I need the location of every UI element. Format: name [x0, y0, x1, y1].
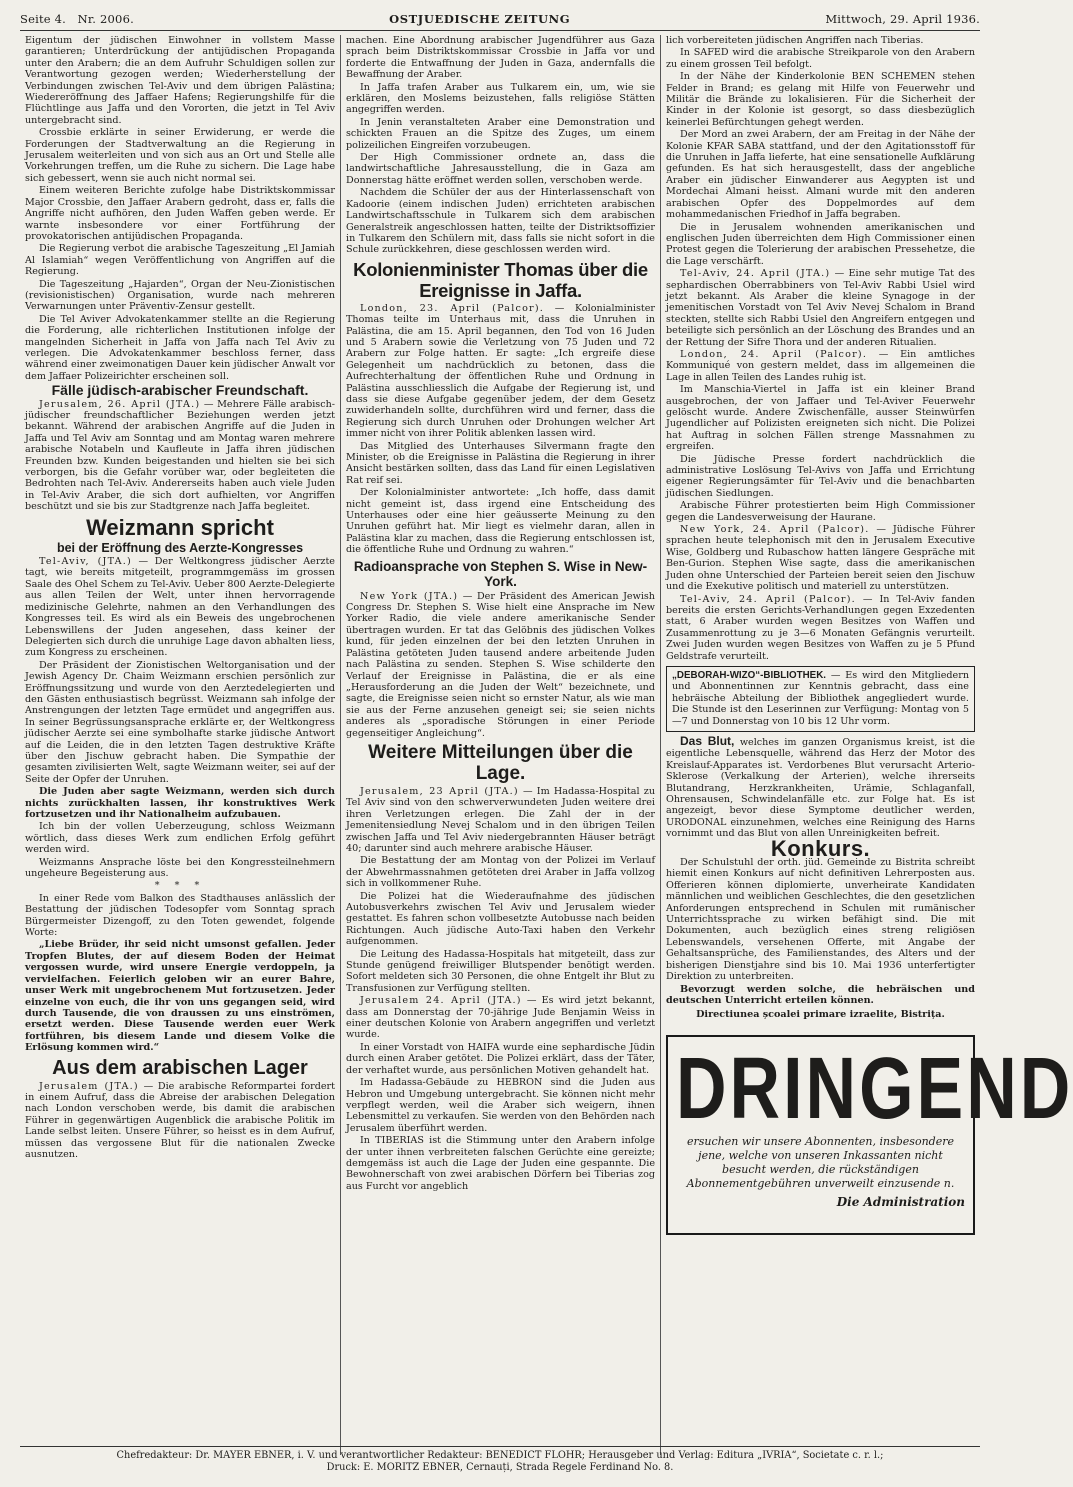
- paragraph: Nachdem die Schüler der aus der Hinterlassenschaft von Kadoorie (einem indischen Juden) errichteten arabischen Landwirtschaftsschule in Tulkarem sich dem arabischen Generalstreik angeschlossen hatten, teilte der Distriktsoffizier in Tulkarem den Schülern mit, dass falls sie nicht sofort in die Schule zurückkehren, diese geschlossen werden wird.: [346, 187, 655, 256]
- headline-weitere-mitteilungen: Weitere Mitteilungen über die Lage.: [368, 741, 633, 784]
- paragraph: [672, 670, 969, 727]
- paragraph: Der High Commissioner ordnete an, dass die landwirtschaftliche Jahresausstellung, die in Gaza am Donnerstag hätte eröffnet werden sollen, verschoben werde.: [346, 152, 655, 186]
- paragraph-text: — Die arabische Reformpartei fordert in einem Aufruf, dass die Abreise der arabischen Delegation nach London verschoben werde, bis damit die arabischen Führer in gegenwärtigen Augenblick die arabische Politik im Lande selbst leiten. Unsere Führer, so heisst es in dem Aufruf, müssen das vergossene Blut für die nationalen Zwecke ausnutzen.: [25, 1080, 335, 1160]
- paragraph: Die Polizei hat die Wiederaufnahme des jüdischen Autobusverkehrs zwischen Tel Aviv und Jerusalem wieder gestattet. Es fahren schon vollbesetzte Autobusse nach beiden Richtungen. Auch jüdische Auto-Taxi haben den Verkehr aufgenommen.: [346, 890, 655, 948]
- dateline: Jerusalem 24. April (JTA.): [360, 995, 522, 1007]
- dateline: Jerusalem, 23 April (JTA.): [360, 785, 519, 797]
- page-number-issue: [20, 12, 134, 26]
- issue-date: Mittwoch, 29. April 1936.: [825, 12, 980, 26]
- paragraph: Im Hadassa-Gebäude zu HEBRON sind die Juden aus Hebron und Umgebung untergebracht. Sie können nicht mehr verpflegt werden, weil die Araber sich weigern, ihnen Lebensmittel zu verkaufen. Sie werden von den Behörden nach Jerusalem überführt werden.: [346, 1077, 655, 1134]
- paragraph: Die Bestattung der am Montag von der Polizei im Verlauf der Abwehrmassnahmen getöteten drei Araber in Jaffa vollzog sich in vollkommener Ruhe.: [346, 855, 655, 890]
- paragraph: Der Kolonialminister antwortete: „Ich hoffe, dass damit nicht gemeint ist, dass irgend eine Entscheidung des Unterhauses oder eine hier geäusserte Meinung zu den Unruhen geführt hat. Mir liegt es vielmehr daran, allen in Palästina klar zu machen, dass die Regierung entschlossen ist, die öffentliche Ruhe und Ordnung zu wahren.“: [346, 487, 655, 556]
- dateline: London, 24. April (Palcor).: [680, 348, 868, 360]
- dateline: Tel-Aviv, 24. April (JTA.): [680, 268, 831, 280]
- paragraph: Die in Jerusalem wohnenden amerikanischen und englischen Juden überreichten dem High Commissioner einen Protest gegen die Tolerierung der arabischen Pressehetze, die die Lage verschärft.: [666, 221, 975, 267]
- paragraph-text: — Kolonialminister Thomas teilte im Unterhaus mit, dass die Unruhen in Palästina, die am 15. April begannen, den Tod von 16 Juden und 5 Arabern sowie die Verletzung von 75 Juden und 72 Arabern zur Folge hatten. Er sagte: „Ich ergreife diese Gelegenheit um nachdrücklich zu betonen, dass die Aufrechterhaltung der öffentlichen Ruhe und Ordnung in Palästina ausschliesslich die Aufgabe der Regierung ist, und dass sie diese Aufgabe gegenüber jedem, der dem Gesetz zuwiderhandeln sollte, durchführen wird und ferner, dass die Regierung sich durch Unruhen oder Drohungen welcher Art immer nicht von ihrer Politik ablenken lassen wird.: [346, 302, 655, 440]
- paragraph: Im Manschia-Viertel in Jaffa ist ein kleiner Brand ausgebrochen, der von Jaffaer und Tel-Aviver Feuerwehr gelöscht wurde. Andere Zwischenfälle, ausser Steinwürfen Jugendlicher auf Polizisten ereigneten sich nicht. Die Polizei hat Auftrag in solchen Fällen strenge Massnahmen zu ergreifen.: [666, 384, 975, 453]
- dateline: Tel-Aviv, (JTA.): [39, 556, 132, 568]
- dateline: Jerusalem (JTA.): [39, 1080, 139, 1092]
- headline-weizmann: Weizmann spricht: [86, 514, 274, 540]
- column-1: [20, 35, 340, 1455]
- paragraph: In SAFED wird die arabische Streikparole von den Arabern zu einem grossen Teil befolgt.: [666, 47, 975, 70]
- paragraph-bold: Bevorzugt werden solche, die hebräischen und deutschen Unterricht erteilen können.: [666, 983, 975, 1006]
- paragraph: [25, 556, 335, 659]
- page-header: [20, 12, 980, 31]
- paragraph: In einer Vorstadt von HAIFA wurde eine sephardische Jüdin durch einen Araber getötet. Die Polizei erklärt, dass der Täter, der verhaftet wurde, aus persönlichen Motiven gehandelt hat.: [346, 1041, 655, 1076]
- paper-title: OSTJUEDISCHE ZEITUNG: [389, 12, 571, 26]
- bibliothek-title: „DEBORAH-WIZO“-BIBLIOTHEK.: [672, 669, 827, 681]
- headline-konkurs: Konkurs.: [770, 835, 871, 861]
- quote-dizengoff: „Liebe Brüder, ihr seid nicht umsonst gefallen. Jeder Tropfen Blutes, der auf diesem Boden der Heimat vergossen wurde, wird unsere Energie verdoppeln, ja vervielfachen. Feierlich geloben wir an eurer Bahre, unser Werk mit ungebrochenem Mut fortzusetzen. Jeder einzelne von euch, die ihr von uns gegangen seid, wird durch Tausende, die von draussen zu uns einströmen, ersetzt werden. Diese Tausende werden euer Werk fortführen, bis diesem Lande und diesem Volke die Erlösung kommen wird.“: [25, 939, 335, 1054]
- paragraph: [346, 303, 655, 440]
- paragraph: Die Jüdische Presse fordert nachdrücklich die administrative Loslösung Tel-Avivs von Jaffa und Errichtung eigener Regierungsämter für Tel-Aviv und die benachbarten jüdischen Siedlungen.: [666, 453, 975, 499]
- headline-arabisches-lager: Aus dem arabischen Lager: [52, 1056, 308, 1079]
- dringend-text: ersuchen wir unsere Abonnenten, insbesondere jene, welche von unseren Inkassanten nicht besucht werden, die rückständigen Abonnementgebühren unverweilt einzusende n.: [686, 1134, 955, 1190]
- dateline: Tel-Aviv, 24. April (Palcor).: [680, 593, 856, 605]
- paragraph: Die Leitung des Hadassa-Hospitals hat mitgeteilt, dass zur Stunde genügend freiwilliger Blutspender benötigt werden. Sofort meldeten sich 30 Personen, die ohne Entgelt ihr Blut zu Transfusionen zur Verfügung stellten.: [346, 948, 655, 994]
- imprint-line-2: Druck: E. MORITZ EBNER, Cernauți, Strada Regele Ferdinand No. 8.: [326, 1462, 674, 1473]
- imprint-footer: [20, 1446, 980, 1474]
- konkurs-signature: Directiunea școalei primare izraelite, Bistrița.: [696, 1009, 945, 1021]
- paragraph: Einem weiteren Berichte zufolge habe Distriktskommissar Major Crossbie, den Jaffaer Arabern gedroht, dass er, falls die Angriffe nicht aufhören, den Juden Waffen geben werde. Er warnte insbesondere vor einer Fortführung der provokatorischen antijüdischen Propaganda.: [25, 185, 335, 242]
- dringend-ad-box: [666, 1035, 1073, 1235]
- paragraph: [346, 786, 655, 854]
- paragraph: [666, 594, 975, 662]
- section-divider: * * *: [154, 880, 206, 892]
- paragraph: In Jaffa trafen Araber aus Tulkarem ein, um, wie sie erklären, den Moslems beizustehen, falls religiöse Stätten angegriffen werden.: [346, 81, 655, 116]
- dateline: Jerusalem, 26. April (JTA.): [39, 398, 201, 410]
- paragraph: Eigentum der jüdischen Einwohner in vollstem Masse garantieren; Unterdrückung der antijüdischen Propaganda unter den Arabern; die an dem Aufruhr Schuldigen sollen zur Verantwortung gezogen werden; Wiederherstellung der Verbindungen zwischen Tel-Aviv und dem übrigen Palästina; Wiedereröffnung des Jaffaer Hafens; Regierungshilfe für die Flüchtlinge aus Jaffa und den Vororten, die jetzt in Tel Aviv untergebracht sind.: [25, 35, 335, 126]
- paragraph-text: — Eine sehr mutige Tat des sephardischen Oberrabbiners von Tel-Aviv Rabbi Usiel wird jetzt bekannt. Als Araber die kleine Synagoge in der jemenitischen Vorstadt von Tel Aviv Nevej Schalom in Brand steckten, stellte sich Rabbi Usiel den Angreifern entgegen und beteiligte sich persönlich an der Löschung des Brandes und an der Rettung der Sifre Thora und der anderen Ritualien.: [666, 268, 975, 348]
- paragraph: Weizmanns Ansprache löste bei den Kongressteilnehmern ungeheure Begeisterung aus.: [25, 856, 335, 880]
- dateline: New York, 24. April (Palcor).: [680, 524, 870, 536]
- headline-freundschaft: Fälle jüdisch-arabischer Freundschaft.: [51, 382, 309, 399]
- paragraph: [25, 399, 335, 513]
- issue-number: Nr. 2006.: [77, 12, 134, 26]
- paragraph: In Jenin veranstalteten Araber eine Demonstration und schickten Frauen an die Spitze des Zuges, um einem polizeilichen Eingreifen vorzubeugen.: [346, 116, 655, 151]
- paragraph-text: — In Tel-Aviv fanden bereits die ersten Gerichts-Verhandlungen gegen Exzedenten statt, 6 Araber wurden wegen Besitzes von Waffen und Zusammenrottung zu je 3—6 Monaten Gefängnis verurteilt. Zwei Juden wurden wegen Besitzes von Waffen zu je 5 Pfund Geldstrafe verurteilt.: [666, 593, 975, 662]
- column-3: [660, 35, 1073, 1455]
- bibliothek-text: — Es wird den Mitgliedern und Abonnentinnen zur Kenntnis gebracht, dass eine hebräische Abteilung der Bibliothek angegliedert wurde. Die Stunde ist den Leserinnen zur Verfügung: Montag von 5—7 und Donnerstag von 10 bis 12 Uhr vorm.: [672, 669, 969, 727]
- paragraph: [666, 349, 975, 383]
- paragraph: [666, 524, 975, 592]
- paragraph-text: — Ein amtliches Kommuniqué von gestern meldet, dass im allgemeinen die Lage in allen Teilen des Landes ruhig ist.: [666, 348, 975, 383]
- paragraph-text: — Im Hadassa-Hospital zu Tel Aviv sind von den schwerverwundeten Juden weitere drei ihren Verletzungen erlegen. Die Zahl der in der Jemenitensiedlung Nevej Schalom und in den übrigen Teilen zwischen Jaffa und Tel Aviv niedergebrannten Häuser beträgt 40; darunter sind auch mehrere arabische Häuser.: [346, 785, 655, 854]
- paragraph: In der Nähe der Kinderkolonie BEN SCHEMEN stehen Felder in Brand; es gelang mit Hilfe von Feuerwehr und Militär die Brände zu lokalisieren. Für die Sicherheit der Kinder in der Kolonie ist gesorgt, so dass diesbezüglich keinerlei Befürchtungen gehegt werden.: [666, 71, 975, 128]
- paragraph: Der Schulstuhl der orth. jüd. Gemeinde zu Bistrita schreibt hiemit einen Konkurs auf nicht definitiven Lehrerposten aus. Offerieren können diplomierte, unverheirate Kandidaten männlichen und weiblichen Geschlechtes, die den gesetzlichen Anforderungen entsprechend in Schulen mit rumänischer Unterrichtssprache zu wirken befähigt sind. Die mit Dokumenten, auch bezüglich eines streng religiösen Lebenswandels, versehenen Offerte, mit Angabe der Gehaltsansprüche, des Familienstandes, des Alters und der bisherigen Dienstjahre sind bis 10. Mai 1936 unterfertigter Direktion zu unterbreiten.: [666, 857, 975, 983]
- page-number: Seite 4.: [20, 12, 67, 26]
- paragraph: In TIBERIAS ist die Stimmung unter den Arabern infolge der unter ihnen verbreiteten falschen Gerüchte eine gereizte; demgemäss ist auch die Lage der Juden eine gespannte. Die Bewohnerschaft von zwei arabischen Dörfern bei Tiberias zog aus Furcht vor angeblich: [346, 1135, 655, 1192]
- bibliothek-notice-box: [666, 666, 975, 732]
- paragraph: Die Tageszeitung „Hajarden“, Organ der Neu-Zionistischen (revisionistischen) Organisation, wurde nach mehreren Verwarnungen unter Präventiv-Zensur gestellt.: [25, 278, 335, 313]
- paragraph: [25, 1081, 335, 1161]
- subheadline-weizmann: bei der Eröffnung des Aerzte-Kongresses: [56, 540, 304, 555]
- headline-kolonienminister: Kolonienminister Thomas über die Ereignisse in Jaffa.: [353, 258, 648, 301]
- paragraph: machen. Eine Abordnung arabischer Jugendführer aus Gaza sprach beim Distriktskommissar Crossbie in Jaffa vor und forderte die Entwaffnung der Juden in Gaza, andernfalls die Bewaffnung der Araber.: [346, 35, 655, 81]
- dateline: London, 23. April (Palcor).: [360, 302, 545, 314]
- paragraph: Der Präsident der Zionistischen Weltorganisation und der Jewish Agency Dr. Chaim Weizmann erschien persönlich zur Eröffnungssitzung und wurde von den Aerztedelegierten und den Gästen enthusiastisch begrüsst. Weizmann sah infolge der Anstrengungen der letzten Tage ermüdet und angegriffen aus. In seiner Begrüssungsansprache erklärte er, der Weltkongress jüdischer Aerzte sei eine symbolhafte starke jüdische Antwort auf die Leiden, die in den letzten Tagen destruktive Kräfte über den Jischuw gebracht haben. Die Sympathie der gesamten zivilisierten Welt, sagte Weizmann weiter, sei auf der Seite der Opfer der Unruhen.: [25, 659, 335, 785]
- paragraph: Crossbie erklärte in seiner Erwiderung, er werde die Forderungen der Stadtverwaltung an die Regierung in Jerusalem weiterleiten und von sich aus an Ort und Stelle alle Vorkehrungen treffen, um die Ruhe zu sichern. Die Lage habe sich gebessert, wenn sie auch nicht normal sei.: [25, 127, 335, 184]
- paragraph: Die Regierung verbot die arabische Tageszeitung „El Jamiah Al Islamiah“ wegen Veröffentlichung von Angriffen auf die Regierung.: [25, 243, 335, 278]
- urodonal-ad-lead: Das Blut,: [680, 733, 735, 748]
- paragraph-text: — Der Weltkongress jüdischer Aerzte tagt, wie bereits mitgeteilt, programmgemäss im grossen Saale des Ohel Schem zu Tel-Aviv. Ueber 800 Aerzte-Delegierte aus allen Teilen der Welt, unter ihnen hervorragende medizinische Gelehrte, nahmen an den Verhandlungen des Kongresses teil. Es wird als ein Beweis des ungebrochenen Lebenswillens der Juden angesehen, dass keiner der Delegierten sich durch die unruhige Lage davon abhalten liess, zum Kongress zu erscheinen.: [25, 556, 335, 659]
- imprint-line-1: Chefredakteur: Dr. MAYER EBNER, i. V. und verantwortlicher Redakteur: BENEDICT FLOHR; Herausgeber und Verlag: Editura „IVRIA“, Societate c. r. l.;: [116, 1450, 884, 1461]
- paragraph-text: — Jüdische Führer sprachen heute telephonisch mit den in Jerusalem Executive Wise, Goldberg und Rubaschow hatten längere Gespräche mit Ben-Gurion. Stephen Wise sagte, dass die amerikanischen Juden ohne Unterschied der Parteien bereit seien den Jischuw und die Exekutive politisch und materiell zu unterstützen.: [666, 524, 976, 593]
- paragraph: Ich bin der vollen Ueberzeugung, schloss Weizmann wörtlich, dass dieses Werk zum endlichen Erfolg geführt werden wird.: [25, 821, 335, 856]
- paragraph: Die Tel Aviver Advokatenkammer stellte an die Regierung die Forderung, alle richterlichen Institutionen infolge der mangelnden Sicherheit in Jaffa von Jaffa nach Tel Aviv zu verlegen. Die Advokatenkammer beschloss ferner, dass während einer zweimonatigen Dauer kein jüdischer Anwalt vor dem Jaffaer Polizeirichter erscheinen soll.: [25, 313, 335, 382]
- paragraph-bold: Die Juden aber sagte Weizmann, werden sich durch nichts zurückhalten lassen, ihr konstruktives Werk fortzusetzen und ihr Nationalheim aufzubauen.: [25, 786, 335, 820]
- paragraph: Das Mitglied des Unterhauses Silvermann fragte den Minister, ob die Ereignisse in Palästina die Regierung in ihrer Ansicht bestärken sollten, dass das Land für einen Legislativen Rat reif sei.: [346, 440, 655, 486]
- paragraph: Arabische Führer protestierten beim High Commissioner gegen die Landesverweisung der Haurane.: [666, 500, 975, 523]
- paragraph: lich vorbereiteten jüdischen Angriffen nach Tiberias.: [666, 35, 924, 46]
- headline-radioansprache: Radioansprache von Stephen S. Wise in New-York.: [353, 558, 648, 589]
- dringend-signature: Die Administration: [836, 1194, 965, 1209]
- columns: [20, 35, 1073, 1455]
- paragraph: [346, 995, 655, 1041]
- paragraph: [346, 591, 655, 739]
- paragraph: [666, 268, 975, 348]
- column-2: [340, 35, 660, 1455]
- dringend-headline: DRINGEND: [676, 1038, 1073, 1137]
- urodonal-ad-text: welches im ganzen Organismus kreist, ist die eigentliche Lebensquelle, während das Herz der Motor des Kreislauf-Apparates ist. Verdorbenes Blut verursacht Arterio-Sklerose (Verkalkung der Arterien), welche ihrerseits Blutandrang, Herzkrankheiten, Urämie, Schlaganfall, Ohrensausen, Schwindelanfälle etc. zur Folge hat. Es ist angezeigt, bevor diese Symptome deutlicher werden, URODONAL einzunehmen, welches eine Reinigung des Harns vornimmt und das Blut von allen Unreinigkeiten befreit.: [666, 736, 975, 840]
- paragraph: Der Mord an zwei Arabern, der am Freitag in der Nähe der Kolonie KFAR SABA stattfand, und der den Agitationsstoff für die Unruhen in Jaffa lieferte, hat eine sensationelle Aufklärung gefunden. Es hat sich herausgestellt, dass der angebliche Araber ein jüdischer Einwanderer aus Aegypten ist und Mordechai Almani heisst. Almani wurde mit den anderen arabischen Opfer des Doppelmordes auf dem mohammedanischen Friedhof in Jaffa begraben.: [666, 129, 975, 221]
- urodonal-ad: [666, 733, 975, 840]
- paragraph-text: — Der Präsident des American Jewish Congress Dr. Stephen S. Wise hielt eine Ansprache im New Yorker Radio, die viele andere amerikanische Sender übertragen wurden. Er tat das Gelöbnis des jüdischen Volkes kund, für jeden einzelnen der bei den letzten Unruhen in Palästina getöteten Juden tausend andere arbeitende Juden nach Palästina zu senden. Stephen S. Wise schilderte den Verlauf der Ereignisse in Palästina, die er als eine „Herausforderung an die Juden der Welt“ bezeichnete, und sagte, die Ereignisse seien nicht so ernster Natur, als wie man sie aus der Ferne anzusehen geneigt sei; sie seien nichts anderes als „sporadische Störungen in einer Periode gegenseitiger Angleichung“.: [346, 590, 655, 739]
- paragraph-text: — Mehrere Fälle arabisch-jüdischer freundschaftlicher Beziehungen werden jetzt bekannt. Während der arabischen Angriffe auf die Juden in Jaffa und Tel Aviv am Sonntag und am Montag waren mehrere arabische Notabeln und Kaufleute in Jaffa ihren jüdischen Freunden bzw. Kunden beigestanden und hielten sie bei sich verborgen, bis die Gefahr vorüber war, oder begleiteten die Bedrohten nach Tel-Aviv. Andererseits haben auch viele Juden in Tel-Aviv Araber, die sich dort aufhielten, vor Angriffen beschützt und sie bis zur Stadtgrenze nach Jaffa begleitet.: [25, 398, 335, 513]
- dateline: New York (JTA.): [360, 590, 459, 602]
- paragraph-text: — Es wird jetzt bekannt, dass am Donnerstag der 70-jährige Jude Benjamin Weiss in einer deutschen Kolonie von Arabern angegriffen und verletzt wurde.: [346, 995, 655, 1041]
- paragraph: In einer Rede vom Balkon des Stadthauses anlässlich der Bestattung der jüdischen Todesopfer vom Sonntag sprach Bürgermeister Dizengoff, zu den Toten gewendet, folgende Worte:: [25, 892, 335, 939]
